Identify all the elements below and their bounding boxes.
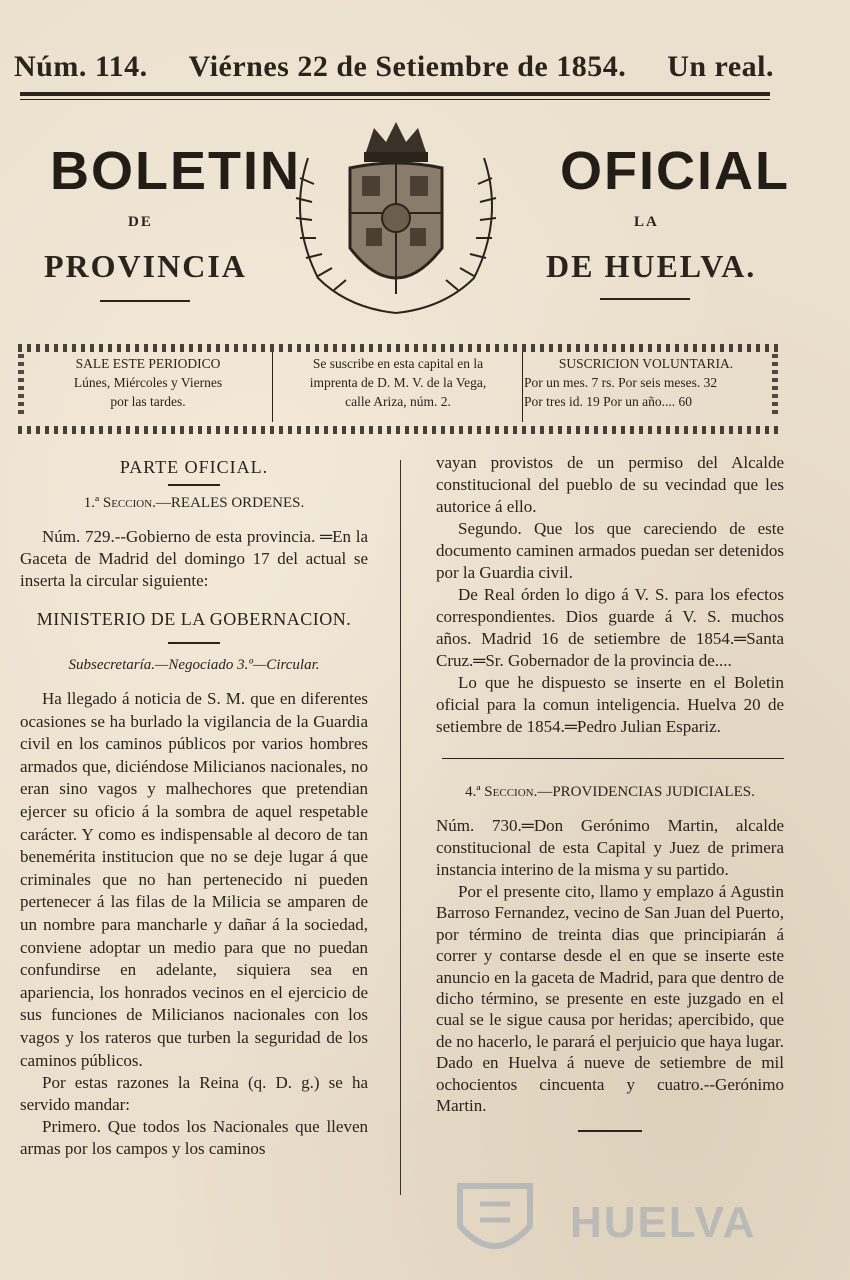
notice-729: Núm. 729.--Gobierno de esta provincia. ═En la Gaceta de Madrid del domingo 17 del actual se inserta la circular siguiente: xyxy=(20,527,368,590)
heading-ornament xyxy=(168,484,220,486)
royal-crest-icon xyxy=(278,118,514,318)
issue-date: Viérnes 22 de Setiembre de 1854. xyxy=(188,50,627,83)
prices-line-1: Por un mes. 7 rs. Por seis meses. 32 xyxy=(524,375,718,390)
judicial-paragraph: Por el presente cito, llamo y emplazo á Agustin Barroso Fernandez, vecino de San Juan del Puerto, por término de treinta dias que principiarán á correr y contarse desde el en que se inserte este anuncio en la gaceta de Madrid, para que dentro de dicho término, se presente en este juzgado en el cual se le sigue causa por heridas; apercibido, que de no hacerlo, le parará el perjuicio que haya lugar. Dado en Huelva á nueve de setiembre de mil ochocientos cincuenta y cuatro.--Gerónimo Martin. xyxy=(436,882,784,1116)
title-oficial: OFICIAL xyxy=(560,141,790,201)
info-separator-1 xyxy=(272,352,273,422)
subsecretaria-line: Subsecretaría.—Negociado 3.º—Circular. xyxy=(68,657,320,673)
decorative-border-bottom xyxy=(18,426,778,434)
title-de: DE xyxy=(128,214,153,230)
right-paragraph-2: Segundo. Que los que careciendo de este documento caminen armados puedan ser detenidos por la Guardia civil. xyxy=(436,519,784,582)
circular-paragraph-2: Por estas razones la Reina (q. D. g.) se ha servido mandar: xyxy=(20,1073,368,1115)
decorative-border-right xyxy=(772,354,778,418)
circular-paragraph-3: Primero. Que todos los Nacionales que lleven armas por los campos y los caminos xyxy=(20,1117,368,1159)
masthead-rule xyxy=(20,92,770,96)
title-ornament-right xyxy=(600,298,690,300)
section-divider xyxy=(442,758,784,759)
issue-price: Un real. xyxy=(667,50,774,83)
subscription-line-1: Se suscribe en esta capital en la xyxy=(312,356,484,371)
right-column xyxy=(436,452,784,1132)
right-paragraph-1: vayan provistos de un permiso del Alcalde constitucional del pueblo de su vecindad que les autorice á ello. xyxy=(436,453,784,516)
title-la: LA xyxy=(634,214,659,230)
notice-730: Núm. 730.═Don Gerónimo Martin, alcalde constitucional de esta Capital y Juez de primera instancia interino de la misma y su partido. xyxy=(436,816,784,879)
section-1-heading: 1.ª Seccion.—REALES ORDENES. xyxy=(83,495,305,511)
publication-schedule xyxy=(30,354,266,411)
circular-paragraph-1: Ha llegado á noticia de S. M. que en diferentes ocasiones se ha burlado la vigilancia de la Guardia civil en los caminos públicos por varios hombres armados que, diciéndose Milicianos nacionales, no eran sino vagos y malhechores que pretendian ejercer su oficio á la sombra de aquel respetable carácter. Y como es indispensable al decoro de tan benemérita institucion que no se deje lugar á que criminales que no han pertenecido ni pueden pertenecer á las filas de la Milicia se amparen de un nombre para mancharle y dañar á la sociedad, conviene adoptar un medio para que no puedan confundirse en adelante, siquiera sea en apariencia, los honrados vecinos en el ejercicio de sus funciones de Milicianos nacionales con los vagos y los rateros que turben la seguridad de los caminos públicos. xyxy=(20,689,368,1070)
column-separator xyxy=(400,460,401,1195)
ministerio-heading: MINISTERIO DE LA GOBERNACION. xyxy=(36,609,352,629)
title-boletin: BOLETIN xyxy=(50,141,301,201)
prices-line-2: Por tres id. 19 Por un año.... 60 xyxy=(524,394,692,409)
right-paragraph-4: Lo que he dispuesto se inserte en el Boletin oficial para la comun inteligencia. Huelva 20 de setiembre de 1854.═Pedro Julian Espariz. xyxy=(436,673,784,736)
subscription-line-2: imprenta de D. M. V. de la Vega, xyxy=(309,375,487,390)
decorative-border-top xyxy=(18,344,778,352)
prices-title: SUSCRICION VOLUNTARIA. xyxy=(558,356,734,371)
archive-watermark xyxy=(440,1170,780,1270)
masthead xyxy=(14,50,774,84)
schedule-time: por las tardes. xyxy=(110,394,186,409)
watermark-logo-icon xyxy=(440,1176,550,1266)
title-ornament-left xyxy=(100,300,190,302)
ministerio-ornament xyxy=(168,642,220,644)
info-separator-2 xyxy=(522,352,523,422)
right-paragraph-3: De Real órden lo digo á V. S. para los efectos correspondientes. Dios guarde á V. S. muchos años. Madrid 16 de setiembre de 1854.═Santa Cruz.═Sr. Gobernador de la provincia de.... xyxy=(436,585,784,670)
watermark-text: HUELVA xyxy=(570,1198,757,1247)
issue-number: Núm. 114. xyxy=(14,50,148,83)
decorative-border-left xyxy=(18,354,24,418)
subscription-location xyxy=(278,354,518,411)
title-provincia: PROVINCIA xyxy=(44,248,247,284)
section-4-heading: 4.ª Seccion.—PROVIDENCIAS JUDICIALES. xyxy=(465,784,755,800)
end-ornament xyxy=(578,1130,642,1132)
subscription-prices xyxy=(524,354,768,411)
schedule-days: Lúnes, Miércoles y Viernes xyxy=(73,375,223,390)
left-column xyxy=(20,456,368,1160)
masthead-rule-thin xyxy=(20,99,770,100)
title-de-huelva: DE HUELVA. xyxy=(546,248,757,284)
subscription-line-3: calle Ariza, núm. 2. xyxy=(345,394,451,409)
parte-oficial-heading: PARTE OFICIAL. xyxy=(119,457,269,477)
schedule-title: SALE ESTE PERIODICO xyxy=(75,356,221,371)
